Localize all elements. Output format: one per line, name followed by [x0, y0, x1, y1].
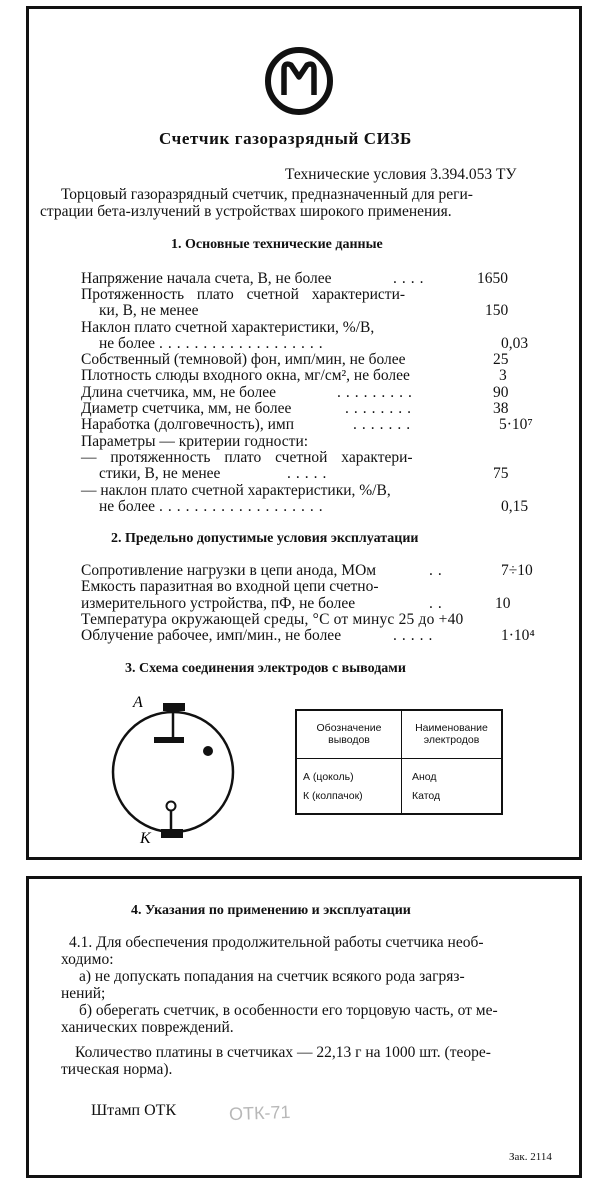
electrode-diagram: [103, 689, 253, 847]
instruction-line: 4.1. Для обеспечения продолжительной работы счетчика необ-: [69, 934, 484, 951]
section-1-heading: 1. Основные технические данные: [171, 237, 383, 252]
instruction-line: тическая норма).: [61, 1061, 173, 1078]
qc-stamp-mark: ОТК-71: [228, 1101, 291, 1125]
document-title: Счетчик газоразрядный СИЗБ: [159, 129, 412, 148]
usage-instructions-panel: [26, 876, 582, 1178]
table-header-pins: [296, 710, 402, 758]
limit-row: Облучение рабочее, имп/мин., не более: [81, 627, 342, 644]
table-header-text: Наименование: [415, 722, 488, 735]
section-3-heading: 3. Схема соединения электродов с выводами: [125, 661, 406, 676]
instruction-line: ходимо:: [61, 951, 114, 968]
table-header-text: Обозначение: [316, 722, 382, 735]
limit-value: 7÷10: [501, 562, 533, 579]
intro-line-2: страции бета-излучений в устройствах широкого применения.: [40, 203, 452, 220]
spec-row: Диаметр счетчика, мм, не более: [81, 400, 292, 417]
spec-row: ки, В, не менее: [99, 302, 199, 319]
limit-row: Емкость паразитная во входной цепи счетно-: [81, 578, 379, 595]
spec-value: 75: [493, 465, 509, 482]
spec-row: Наклон плато счетной характеристики, %/В,: [81, 319, 375, 336]
leader-dots: ........: [345, 400, 416, 417]
qc-stamp-label: Штамп ОТК: [91, 1102, 177, 1119]
spec-row: не более: [99, 335, 155, 352]
table-row: [296, 784, 502, 814]
limit-row: Температура окружающей среды, °С от минус 25 до +40: [81, 611, 464, 628]
table-header-text: выводов: [328, 734, 370, 747]
instruction-line: ханических повреждений.: [61, 1019, 234, 1036]
limit-row: Сопротивление нагрузки в цепи анода, МОм: [81, 562, 377, 579]
spec-value: 0,03: [501, 335, 529, 352]
leader-dots: .......: [353, 416, 416, 433]
leader-dots: ..: [429, 562, 447, 579]
intro-line-1: Торцовый газоразрядный счетчик, предназначенный для реги-: [61, 186, 473, 203]
instruction-line: нений;: [61, 985, 106, 1002]
spec-value: 1650: [477, 270, 508, 287]
spec-row: Параметры — критерии годности:: [81, 433, 309, 450]
electrode-cell: Катод: [412, 790, 441, 802]
pin-cell: А (цоколь): [296, 758, 402, 784]
spec-value: 38: [493, 400, 509, 417]
spec-value: 5·10⁷: [499, 416, 533, 433]
manufacturer-logo-icon: [263, 45, 335, 117]
spec-reference: Технические условия 3.394.053 ТУ: [285, 166, 517, 183]
spec-value: 150: [485, 302, 509, 319]
spec-value: 3: [499, 367, 507, 384]
spec-row: Собственный (темновой) фон, имп/мин, не более: [81, 351, 406, 368]
spec-row: стики, В, не менее: [99, 465, 221, 482]
table-header-text: электродов: [423, 734, 480, 747]
spec-row: Напряжение начала счета, В, не более: [81, 270, 332, 287]
spec-value: 25: [493, 351, 509, 368]
spec-row: Плотность слюды входного окна, мг/см², не более: [81, 367, 410, 384]
spec-row: Длина счетчика, мм, не более: [81, 384, 277, 401]
section-4-heading: 4. Указания по применению и эксплуатации: [131, 903, 411, 918]
table-header-electrodes: [402, 710, 503, 758]
limit-row: измерительного устройства, пФ, не более: [81, 595, 356, 612]
spec-value: 90: [493, 384, 509, 401]
limit-value: 1·10⁴: [501, 627, 535, 644]
electrode-cell: Анод: [412, 771, 437, 783]
leader-dots: ..: [429, 595, 447, 612]
order-number: Зак. 2114: [509, 1151, 552, 1163]
spec-row: Наработка (долговечность), имп: [81, 416, 294, 433]
pin-cell: К (колпачок): [296, 784, 402, 814]
leader-dots: .....: [393, 627, 438, 644]
instruction-line: а) не допускать попадания на счетчик всякого рода загряз-: [79, 968, 465, 985]
leader-dots: ...................: [159, 335, 328, 352]
leader-dots: ...................: [159, 498, 328, 515]
section-2-heading: 2. Предельно допустимые условия эксплуатации: [111, 531, 419, 546]
spec-row: — протяженность плато счетной характери-: [81, 449, 413, 466]
instruction-line: б) оберегать счетчик, в особенности его торцовую часть, от ме-: [79, 1002, 498, 1019]
spec-row: — наклон плато счетной характеристики, %/В,: [81, 482, 391, 499]
leader-dots: .....: [287, 465, 332, 482]
spec-sheet-panel: [26, 6, 582, 860]
anode-pin-label: А: [133, 694, 143, 711]
spec-row: не более: [99, 498, 155, 515]
pin-assignment-table: [295, 709, 503, 815]
limit-value: 10: [495, 595, 511, 612]
leader-dots: .........: [337, 384, 417, 401]
table-row: [296, 758, 502, 784]
instruction-line: Количество платины в счетчиках — 22,13 г на 1000 шт. (теоре-: [75, 1044, 491, 1061]
spec-value: 0,15: [501, 498, 529, 515]
cathode-pin-label: К: [140, 830, 151, 847]
leader-dots: ....: [393, 270, 429, 287]
spec-row: Протяженность плато счетной характеристи-: [81, 286, 406, 303]
